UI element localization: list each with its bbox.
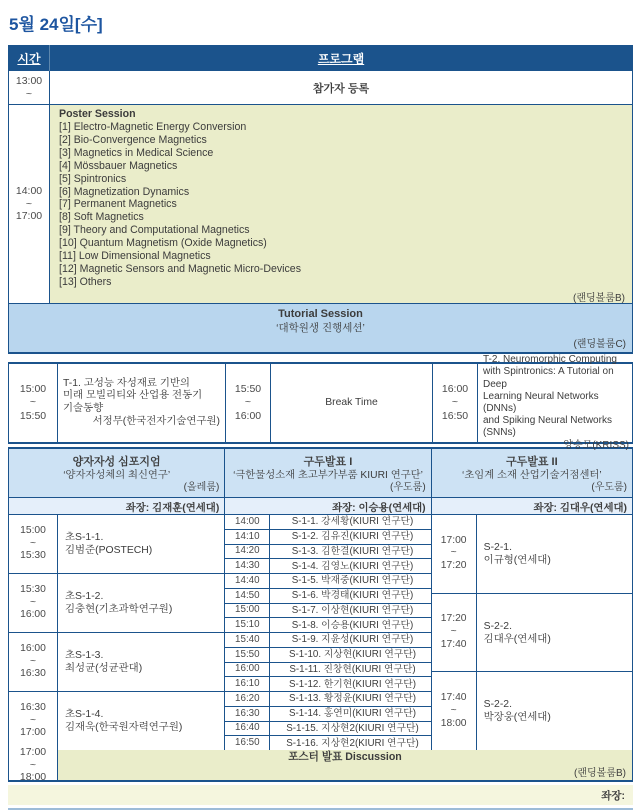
talk-speaker: 김대우(연세대) <box>483 633 551 645</box>
talk-code: 초S-1-2. <box>65 591 104 602</box>
talk-row <box>432 594 632 673</box>
talk-code: 초S-1-3. <box>65 650 104 661</box>
symposium-talk-list <box>9 515 225 750</box>
poster-topic: [12] Magnetic Sensors and Magnetic Micro-Devices <box>59 262 301 275</box>
talk-time: 15:50 <box>225 648 270 662</box>
registration-row <box>9 71 632 105</box>
t1-cell <box>58 364 226 442</box>
talk-row <box>432 515 632 594</box>
page-title: 5월 24일[수] <box>9 15 103 34</box>
poster-discussion-time: 17:00 ~ 18:00 <box>9 750 58 780</box>
talk-row <box>225 722 430 737</box>
registration-time: 13:00 ~ <box>9 71 50 104</box>
session-header-row <box>9 449 632 497</box>
talk-time: 17:00 ~ 17:20 <box>432 515 477 593</box>
talk-row <box>225 736 430 750</box>
talk-cell <box>58 633 224 691</box>
talk-label: S-1-2. 김유진(KIURI 연구단) <box>291 531 414 543</box>
talk-row <box>225 574 430 589</box>
talk-time: 16:00 ~ 16:30 <box>9 633 58 691</box>
talk-label: S-1-7. 이상현(KIURI 연구단) <box>291 604 414 616</box>
talk-row <box>225 707 430 722</box>
talk-row <box>225 633 430 648</box>
talk-label: S-1-6. 박경태(KIURI 연구단) <box>291 590 414 602</box>
session-body <box>9 515 632 750</box>
talk-row <box>225 515 430 530</box>
talk-time: 15:40 <box>225 633 270 647</box>
tutorial-subtitle: ‘대학원생 진행세션’ <box>276 321 365 334</box>
t1-title: T-1. 고성능 자성재료 기반의 미래 모빌리티와 산업용 전동기 기술동향 <box>63 377 203 414</box>
talk-cell <box>477 594 632 672</box>
talk-speaker: 이규형(연세대) <box>483 554 551 566</box>
talk-row <box>225 663 430 678</box>
oral1-talk-list <box>225 515 431 750</box>
col-header-time: 시간 <box>9 45 50 71</box>
talk-label: S-1-9. 지윤성(KIURI 연구단) <box>291 634 414 646</box>
talk-cell <box>58 692 224 750</box>
talk-row <box>225 530 430 545</box>
talk-row <box>432 672 632 750</box>
session-title: 구두발표 II <box>505 455 558 468</box>
session-subtitle: ‘양자자성체의 최신연구’ <box>63 469 171 481</box>
t2-title: T-2. Neuromorphic Computing with Spintronics: A Tutorial on Deep Learning Neural Networks (DNNs) and Spiking Neural Networks (SNNs) <box>483 354 617 439</box>
talk-time: 16:30 ~ 17:00 <box>9 692 58 750</box>
talk-cell <box>58 515 224 573</box>
tutorial-talks-row <box>8 354 633 451</box>
talk-speaker: 최성균(성균관대) <box>65 663 143 674</box>
footer-chair-band <box>8 785 633 805</box>
poster-topic-list <box>59 121 625 289</box>
talk-label: S-1-4. 김영노(KIURI 연구단) <box>291 560 414 572</box>
tutorial-title: Tutorial Session <box>278 307 363 320</box>
talk-label: S-1-12. 한기현(KIURI 연구단) <box>288 678 416 690</box>
talk-speaker: 김충현(기초과학연구원) <box>65 604 173 615</box>
poster-session-cell <box>50 105 632 303</box>
poster-session-title: Poster Session <box>59 108 136 120</box>
session-room: (올레룸) <box>183 481 220 493</box>
session-subtitle: ‘초임계 소재 산업기술거점센터’ <box>462 469 602 481</box>
talk-row <box>9 692 224 750</box>
talk-label: S-1-16. 지상현2(KIURI 연구단) <box>286 737 419 749</box>
talk-row <box>225 559 430 574</box>
talk-label: S-1-3. 김한결(KIURI 연구단) <box>291 545 414 557</box>
talk-time: 14:40 <box>225 574 270 588</box>
t2-cell <box>478 354 634 451</box>
talk-row <box>225 618 430 633</box>
talk-time: 14:10 <box>225 530 270 544</box>
talk-row <box>225 545 430 560</box>
talk-code: S-2-2. <box>483 620 512 632</box>
parallel-sessions-table <box>8 447 633 750</box>
t1-speaker: 서정무(한국전자기술연구원) <box>92 415 220 427</box>
talk-code: 초S-1-4. <box>65 709 104 720</box>
talk-row <box>225 604 430 619</box>
talk-time: 15:00 ~ 15:30 <box>9 515 58 573</box>
talk-time: 16:30 <box>225 707 270 721</box>
poster-topic: [6] Magnetization Dynamics <box>59 185 190 198</box>
talk-speaker: 김범준(POSTECH) <box>65 545 153 556</box>
talk-cell <box>477 515 632 593</box>
talk-cell <box>58 574 224 632</box>
poster-topic: [9] Theory and Computational Magnetics <box>59 224 250 237</box>
talk-time: 14:00 <box>225 515 270 529</box>
talk-time: 16:00 <box>225 663 270 677</box>
chair-symposium: 좌장: 김재훈(연세대) <box>9 498 225 514</box>
table-header-row <box>9 45 632 71</box>
oral2-talk-list <box>432 515 632 750</box>
talk-time: 15:10 <box>225 618 270 632</box>
session-title: 구두발표 I <box>303 455 353 468</box>
talk-time: 16:10 <box>225 677 270 691</box>
talk-code: S-2-2. <box>483 699 512 711</box>
day-program-table <box>8 45 633 354</box>
talk-time: 16:50 <box>225 736 270 750</box>
talk-label: S-1-11. 진창현(KIURI 연구단) <box>289 663 416 675</box>
talk-speaker: 박장웅(연세대) <box>483 712 551 724</box>
session-header-symposium <box>9 449 225 497</box>
break-label: Break Time <box>325 396 378 408</box>
tutorial-room: (랜딩볼룸C) <box>573 338 626 350</box>
break-time: 15:50 ~ 16:00 <box>226 364 271 442</box>
talk-time: 14:20 <box>225 545 270 559</box>
talk-label: S-1-10. 지상현(KIURI 연구단) <box>288 649 416 661</box>
poster-discussion-room: (랜딩볼룸B) <box>574 768 626 779</box>
talk-code: 초S-1-1. <box>65 532 104 543</box>
talk-label: S-1-5. 박재중(KIURI 연구단) <box>291 575 414 587</box>
talk-row <box>225 589 430 604</box>
talk-code: S-2-1. <box>483 541 512 553</box>
poster-topic: [7] Permanent Magnetics <box>59 198 177 211</box>
talk-time: 17:40 ~ 18:00 <box>432 672 477 750</box>
registration-label: 참가자 등록 <box>312 82 370 95</box>
poster-session-time: 14:00 ~ 17:00 <box>9 105 50 303</box>
talk-label: S-1-14. 홍연미(KIURI 연구단) <box>288 708 416 720</box>
poster-discussion-row <box>8 746 633 784</box>
talk-time: 16:40 <box>225 722 270 736</box>
talk-row <box>9 633 224 692</box>
poster-discussion-label: 포스터 발표 Discussion <box>288 751 402 763</box>
poster-topic: [4] Mössbauer Magnetics <box>59 159 178 172</box>
tutorial-session-row <box>9 304 632 354</box>
talk-row <box>225 677 430 692</box>
talk-time: 17:20 ~ 17:40 <box>432 594 477 672</box>
session-subtitle: ‘극한물성소재 초고부가부품 KIURI 연구단’ <box>233 469 423 481</box>
poster-topic: [13] Others <box>59 275 112 288</box>
poster-topic: [2] Bio-Convergence Magnetics <box>59 133 207 146</box>
chair-oral1: 좌장: 이승용(연세대) <box>225 498 431 514</box>
t2-time: 16:00 ~ 16:50 <box>433 364 478 442</box>
session-header-oral1 <box>225 449 431 497</box>
talk-label: S-1-1. 강세황(KIURI 연구단) <box>291 516 414 528</box>
poster-topic: [11] Low Dimensional Magnetics <box>59 250 211 263</box>
talk-row <box>225 692 430 707</box>
talk-time: 14:50 <box>225 589 270 603</box>
poster-topic: [8] Soft Magnetics <box>59 211 144 224</box>
t2-speaker: 양승모(KRISS) <box>563 439 629 451</box>
poster-session-row <box>9 105 632 304</box>
session-room: (우도룸) <box>390 481 426 493</box>
talk-time: 14:30 <box>225 559 270 573</box>
talk-row <box>9 515 224 574</box>
chair-row <box>9 497 632 515</box>
talk-time: 15:00 <box>225 604 270 618</box>
talk-time: 16:20 <box>225 692 270 706</box>
footer-chair-label: 좌장: <box>601 789 625 802</box>
session-header-oral2 <box>432 449 632 497</box>
talk-time: 15:30 ~ 16:00 <box>9 574 58 632</box>
session-title: 양자자성 심포지엄 <box>72 455 161 468</box>
t1-time: 15:00 ~ 15:50 <box>9 364 58 442</box>
session-room: (우도룸) <box>591 481 628 493</box>
talk-row <box>225 648 430 663</box>
col-header-program: 프로그램 <box>317 51 365 66</box>
chair-oral2: 좌장: 김대우(연세대) <box>533 502 628 514</box>
talk-label: S-1-8. 이승용(KIURI 연구단) <box>291 619 414 631</box>
break-cell <box>271 364 433 442</box>
poster-session-room: (랜딩볼룸B) <box>573 292 625 304</box>
poster-topic: [5] Spintronics <box>59 172 127 185</box>
talk-row <box>9 574 224 633</box>
talk-label: S-1-15. 지상현2(KIURI 연구단) <box>286 722 419 734</box>
poster-topic: [3] Magnetics in Medical Science <box>59 146 214 159</box>
talk-cell <box>477 672 632 750</box>
poster-discussion-cell <box>58 750 632 780</box>
poster-topic: [10] Quantum Magnetism (Oxide Magnetics) <box>59 237 267 250</box>
poster-topic: [1] Electro-Magnetic Energy Conversion <box>59 121 247 133</box>
talk-speaker: 김재욱(한국원자력연구원) <box>65 722 183 733</box>
talk-label: S-1-13. 황정윤(KIURI 연구단) <box>288 693 416 705</box>
